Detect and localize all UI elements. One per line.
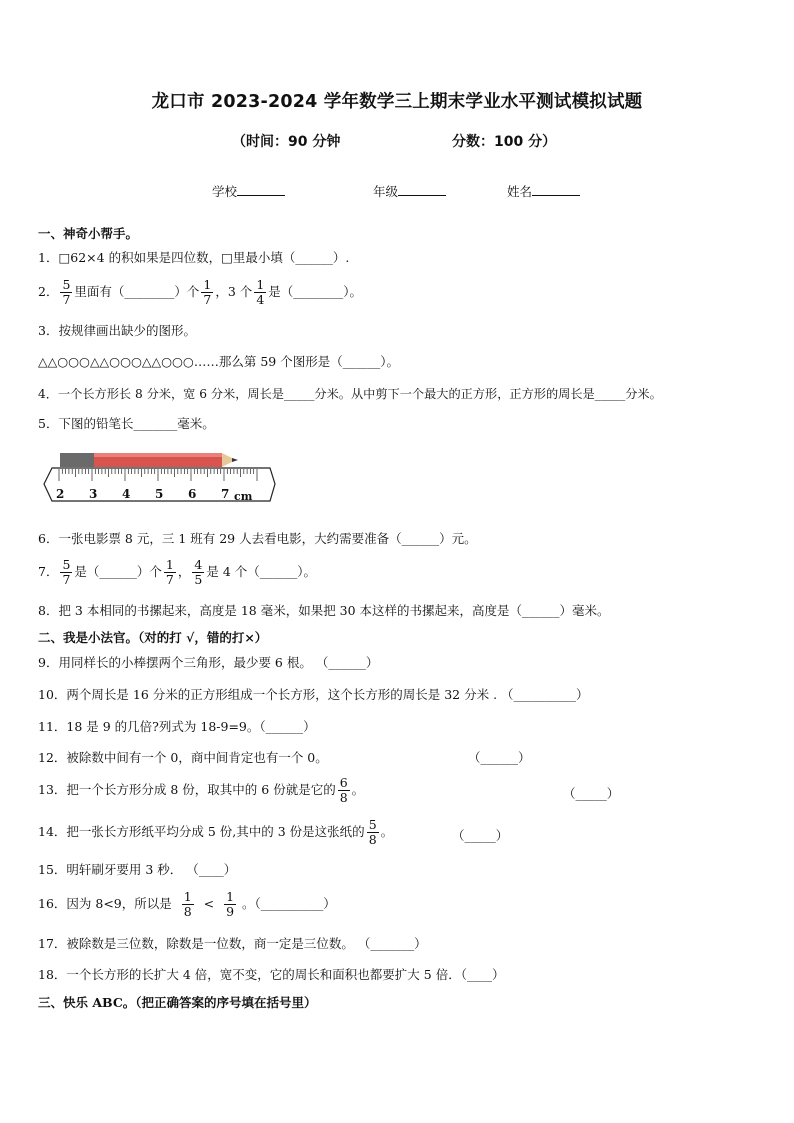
question-9: 9．用同样长的小棒摆两个三角形，最少要 6 根。 （______） — [38, 655, 379, 670]
grade-field[interactable] — [373, 182, 446, 200]
tick-label-2: 2 — [56, 487, 65, 501]
question-8: 8．把 3 本相同的书摞起来，高度是 18 毫米，如果把 30 本这样的书摞起来，高度是（______）毫米。 — [38, 603, 610, 618]
question-2: 2． $\frac{5}{7}$ 里面有（________）个 $\frac{1}{7}$ ，3 个 $\frac{1}{4}$ 是（________）。 — [38, 277, 363, 307]
name-field[interactable] — [507, 182, 580, 200]
question-3: 3．按规律画出缺少的图形。 — [38, 323, 196, 338]
tick-label-5: 5 — [155, 487, 164, 501]
question-18: 18．一个长方形的长扩大 4 倍，宽不变，它的周长和面积也都要扩大 5 倍．（____） — [38, 967, 505, 982]
fraction: $\frac{1}{4}$ — [256, 277, 265, 307]
answer-paren-14: （_____） — [452, 828, 509, 843]
fraction: $\frac{5}{7}$ — [62, 277, 71, 307]
tick-label-6: 6 — [188, 487, 197, 501]
fraction: $\frac{1}{8}$ — [183, 889, 192, 919]
school-label: 学校 — [212, 184, 238, 199]
fraction: $\frac{1}{7}$ — [165, 557, 174, 587]
pencil-end — [60, 453, 94, 467]
fraction: $\frac{4}{5}$ — [194, 557, 203, 587]
question-7: 7． $\frac{5}{7}$ 是（______）个 $\frac{1}{7}$ ， $\frac{4}{5}$ 是 4 个（______）。 — [38, 557, 316, 587]
question-4: 4．一个长方形长 8 分米，宽 6 分米，周长是_____分米。从中剪下一个最大的正方形，正方形的周长是_____分米。 — [38, 387, 662, 401]
fraction: $\frac{5}{7}$ — [62, 557, 71, 587]
tick-label-4: 4 — [122, 487, 131, 501]
question-17: 17．被除数是三位数，除数是一位数，商一定是三位数。 （_______） — [38, 936, 427, 951]
tick-label-7: 7 — [221, 487, 230, 501]
question-1: 1．□62×4 的积如果是四位数，□里最小填（______）. — [38, 250, 350, 265]
question-5: 5．下图的铅笔长_______毫米。 — [38, 416, 215, 431]
page-title: 龙口市 2023-2024 学年数学三上期末学业水平测试模拟试题 — [151, 92, 643, 112]
grade-label: 年级 — [373, 184, 399, 199]
fraction: $\frac{6}{8}$ — [339, 775, 348, 805]
unit-label: cm — [234, 490, 253, 503]
name-label: 姓名 — [507, 184, 533, 199]
answer-paren-12: （______） — [468, 750, 531, 765]
question-6: 6．一张电影票 8 元，三 1 班有 29 人去看电影，大约需要准备（______）元。 — [38, 531, 477, 546]
section-3-title: 三、快乐 ABC。（把正确答案的序号填在括号里） — [38, 995, 317, 1010]
question-13: 13．把一个长方形分成 8 份，取其中的 6 份就是它的 $\frac{6}{8}$ 。 — [38, 775, 365, 805]
section-2-title: 二、我是小法官。（对的打 √，错的打×） — [38, 630, 268, 645]
question-11: 11．18 是 9 的几倍?列式为 18-9=9。（______） — [38, 719, 316, 734]
fraction: $\frac{5}{8}$ — [368, 817, 377, 847]
school-field[interactable] — [212, 182, 285, 200]
tick-label-3: 3 — [89, 487, 98, 501]
question-12: 12．被除数中间有一个 0，商中间肯定也有一个 0。 — [38, 750, 328, 765]
question-10: 10．两个周长是 16 分米的正方形组成一个长方形，这个长方形的周长是 32 分米 . （__________） — [38, 687, 589, 702]
question-16: 16．因为 8<9，所以是 $\frac{1}{8}$ < $\frac{1}{9}$ 。（__________） — [38, 889, 336, 919]
fraction: $\frac{1}{7}$ — [203, 277, 212, 307]
section-1-title: 一、神奇小帮手。 — [38, 226, 139, 241]
fraction: $\frac{1}{9}$ — [226, 889, 235, 919]
total-score: 分数：100 分） — [452, 134, 557, 150]
question-3-pattern: △△○○○△△○○○△△○○○……那么第 59 个图形是（______）。 — [38, 354, 399, 369]
answer-paren-13: （_____） — [563, 786, 620, 801]
ruler-pencil-figure — [40, 447, 280, 507]
time-limit: （时间：90 分钟 — [232, 134, 341, 150]
question-14: 14．把一张长方形纸平均分成 5 份,其中的 3 份是这张纸的 $\frac{5}{8}$ 。 — [38, 817, 394, 847]
question-15: 15．明轩刷牙要用 3 秒． （____） — [38, 862, 237, 877]
